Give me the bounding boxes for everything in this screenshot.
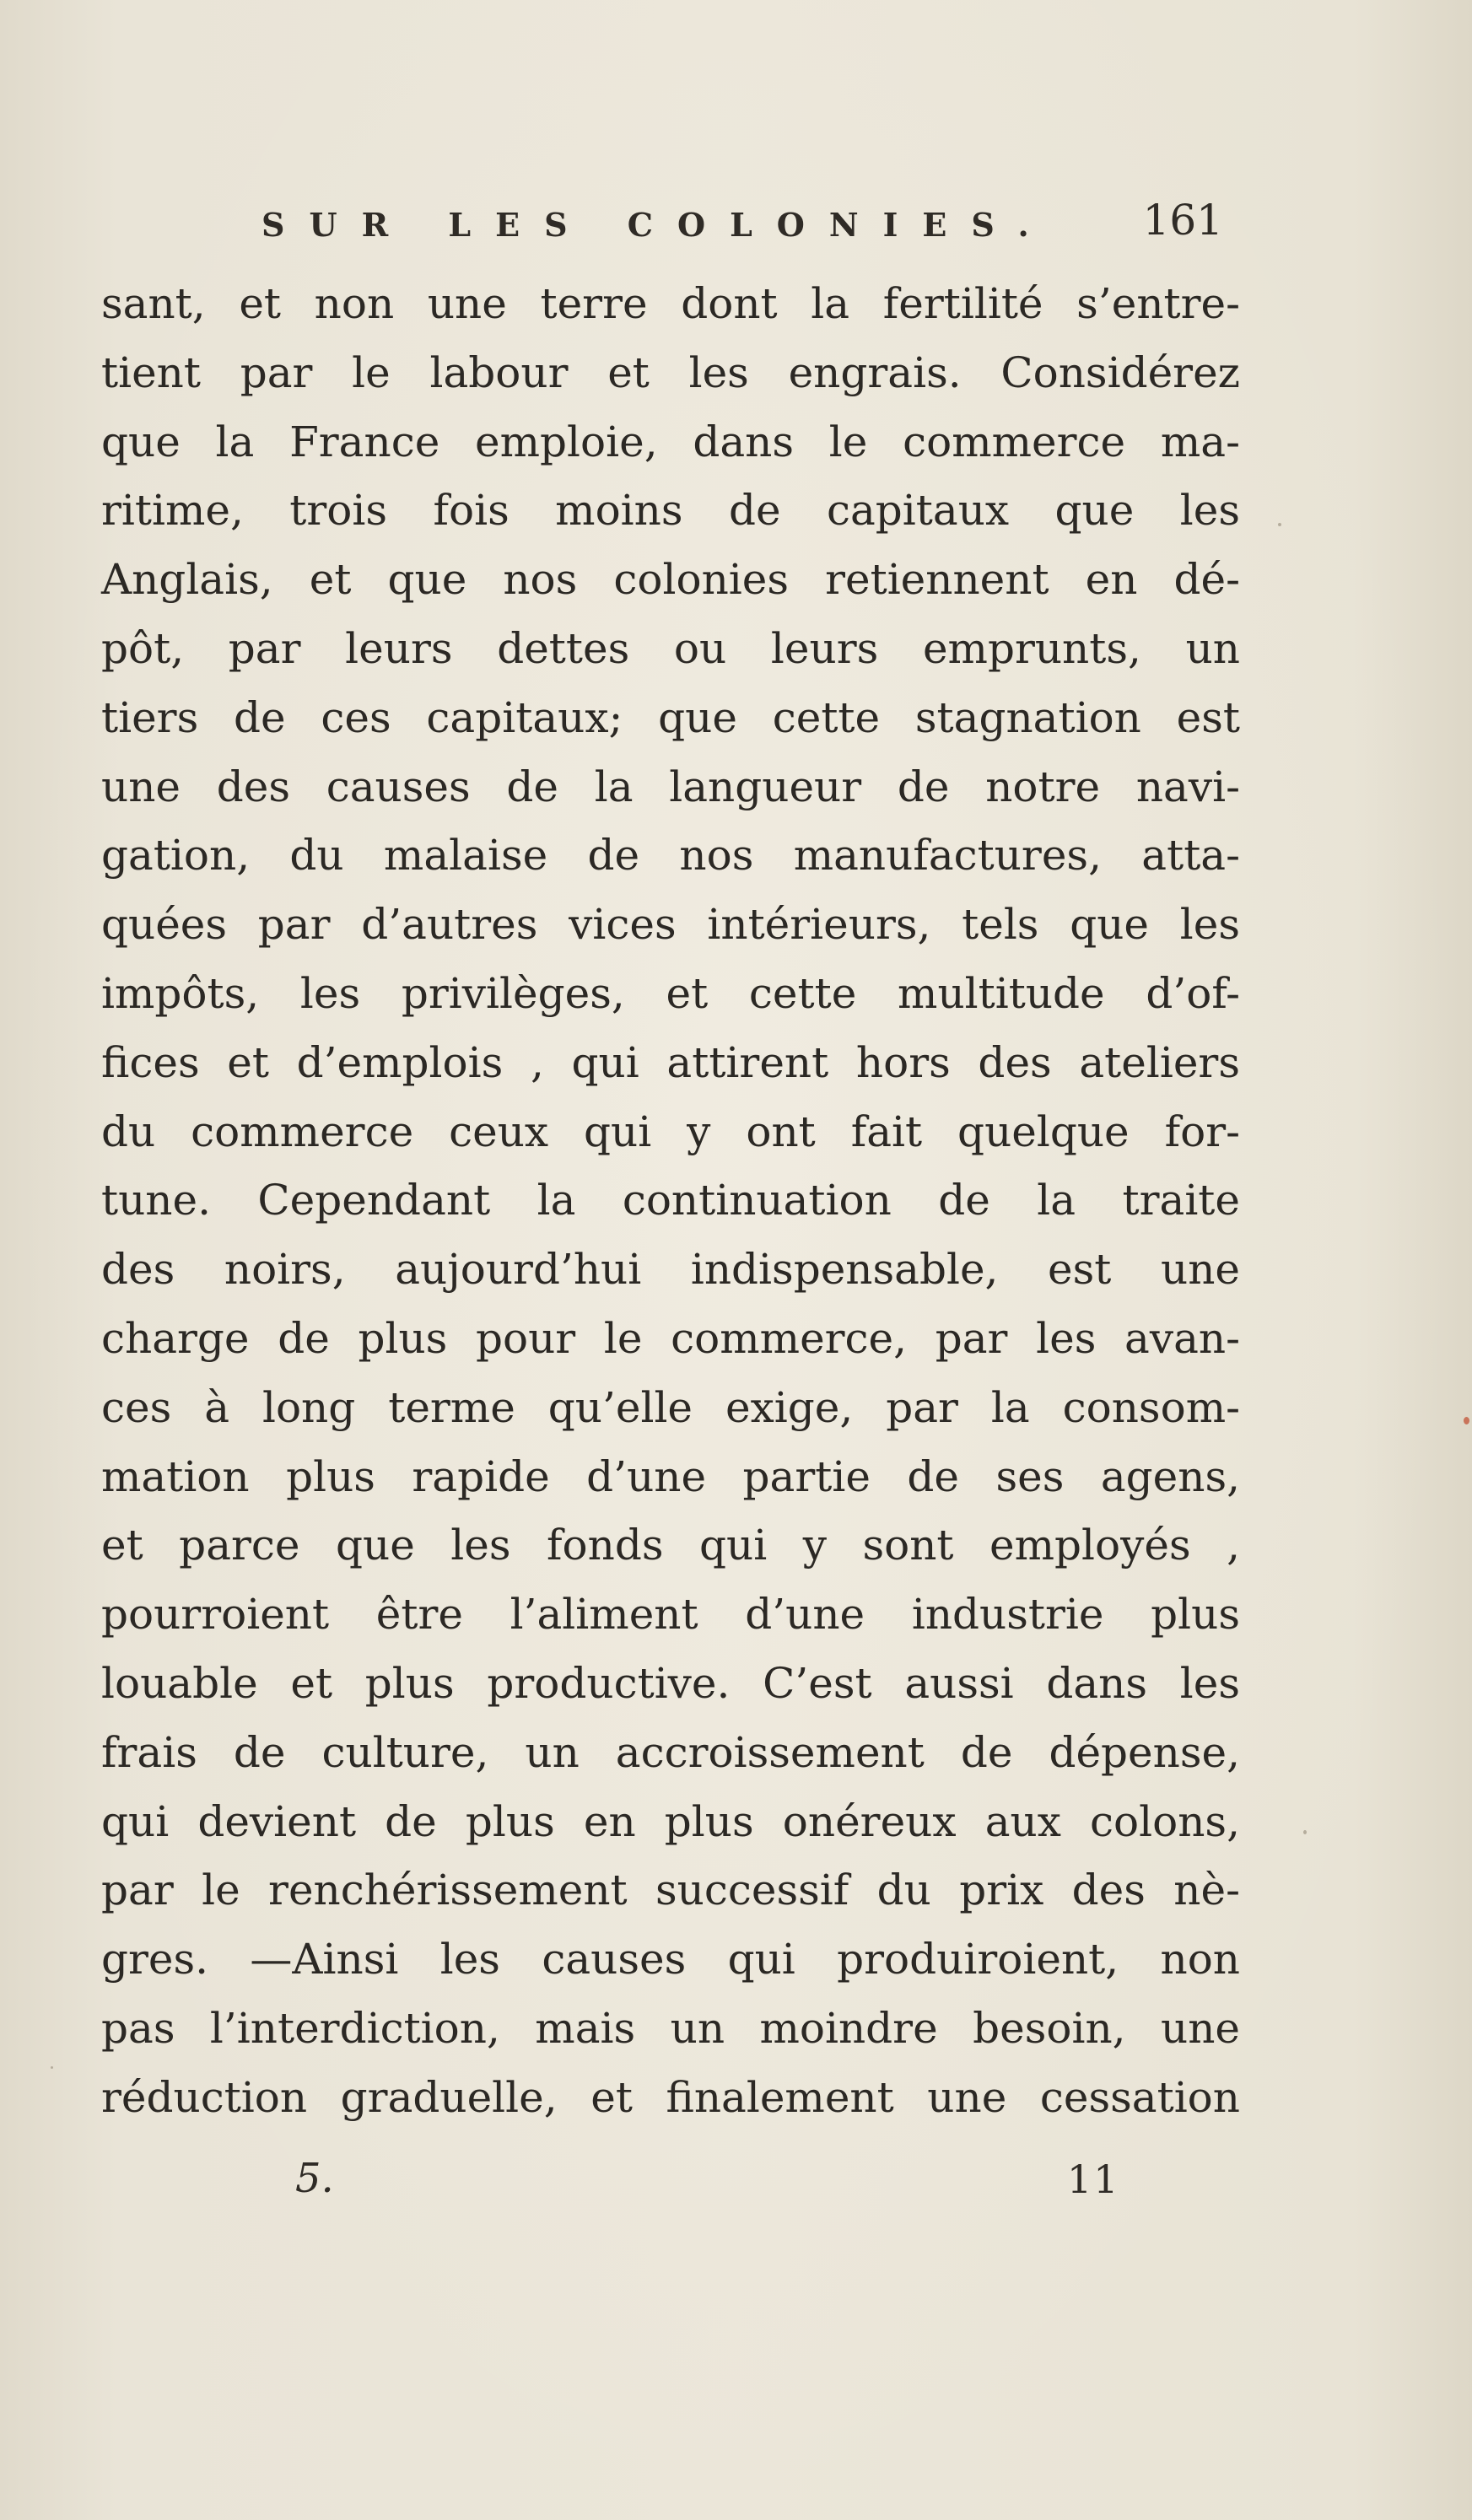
running-title: SUR LES COLONIES.: [262, 206, 1054, 244]
text-line: sant, et non une terre dont la fertilité s’entre-: [101, 279, 1240, 328]
paper-speck: [1303, 1830, 1307, 1834]
paper-speck: [1278, 523, 1281, 526]
text-line: fices et d’emplois , qui attirent hors des ateliers: [101, 1037, 1240, 1087]
gathering-number: 11: [1067, 2157, 1120, 2202]
text-line: Anglais, et que nos colonies retiennent en dé-: [101, 555, 1240, 605]
text-line: ritime, trois fois moins de capitaux que les: [101, 486, 1240, 536]
text-line: réduction graduelle, et finalement une cessation: [101, 2072, 1240, 2122]
paper-speck: [1464, 1417, 1469, 1424]
text-line: et parce que les fonds qui y sont employés ,: [101, 1521, 1240, 1570]
body-text: [101, 270, 1240, 2133]
text-line: par le renchérissement successif du prix des nè-: [101, 1866, 1240, 1915]
text-line: louable et plus productive. C’est aussi dans les: [101, 1658, 1240, 1708]
text-line: qui devient de plus en plus onéreux aux colons,: [101, 1796, 1240, 1846]
text-line: tient par le labour et les engrais. Considérez: [101, 347, 1240, 397]
page-footer: [101, 2155, 1240, 2222]
signature-mark: 5.: [295, 2155, 334, 2202]
text-line: impôts, les privilèges, et cette multitude d’of-: [101, 968, 1240, 1018]
text-line: que la France emploie, dans le commerce ma-: [101, 417, 1240, 466]
text-line: mation plus rapide d’une partie de ses agens,: [101, 1451, 1240, 1501]
text-line: gres. —Ainsi les causes qui produiroient, non: [101, 1935, 1240, 1984]
text-line: une des causes de la langueur de notre navi-: [101, 762, 1240, 811]
page-number: 161: [1142, 196, 1223, 245]
text-line: quées par d’autres vices intérieurs, tels que les: [101, 900, 1240, 950]
text-line: frais de culture, un accroissement de dépense,: [101, 1727, 1240, 1777]
text-line: tiers de ces capitaux; que cette stagnation est: [101, 692, 1240, 742]
text-line: du commerce ceux qui y ont fait quelque for-: [101, 1107, 1240, 1156]
text-line: des noirs, aujourd’hui indispensable, est une: [101, 1245, 1240, 1295]
running-head: [101, 196, 1223, 263]
text-line: ces à long terme qu’elle exige, par la consom-: [101, 1382, 1240, 1432]
text-line: gation, du malaise de nos manufactures, atta-: [101, 831, 1240, 880]
text-line: pas l’interdiction, mais un moindre besoin, une: [101, 2003, 1240, 2053]
text-line: charge de plus pour le commerce, par les avan-: [101, 1313, 1240, 1363]
text-line: pourroient être l’aliment d’une industrie plus: [101, 1590, 1240, 1640]
text-line: pôt, par leurs dettes ou leurs emprunts, un: [101, 623, 1240, 673]
text-line: tune. Cependant la continuation de la traite: [101, 1176, 1240, 1225]
paper-speck: [51, 2066, 53, 2069]
